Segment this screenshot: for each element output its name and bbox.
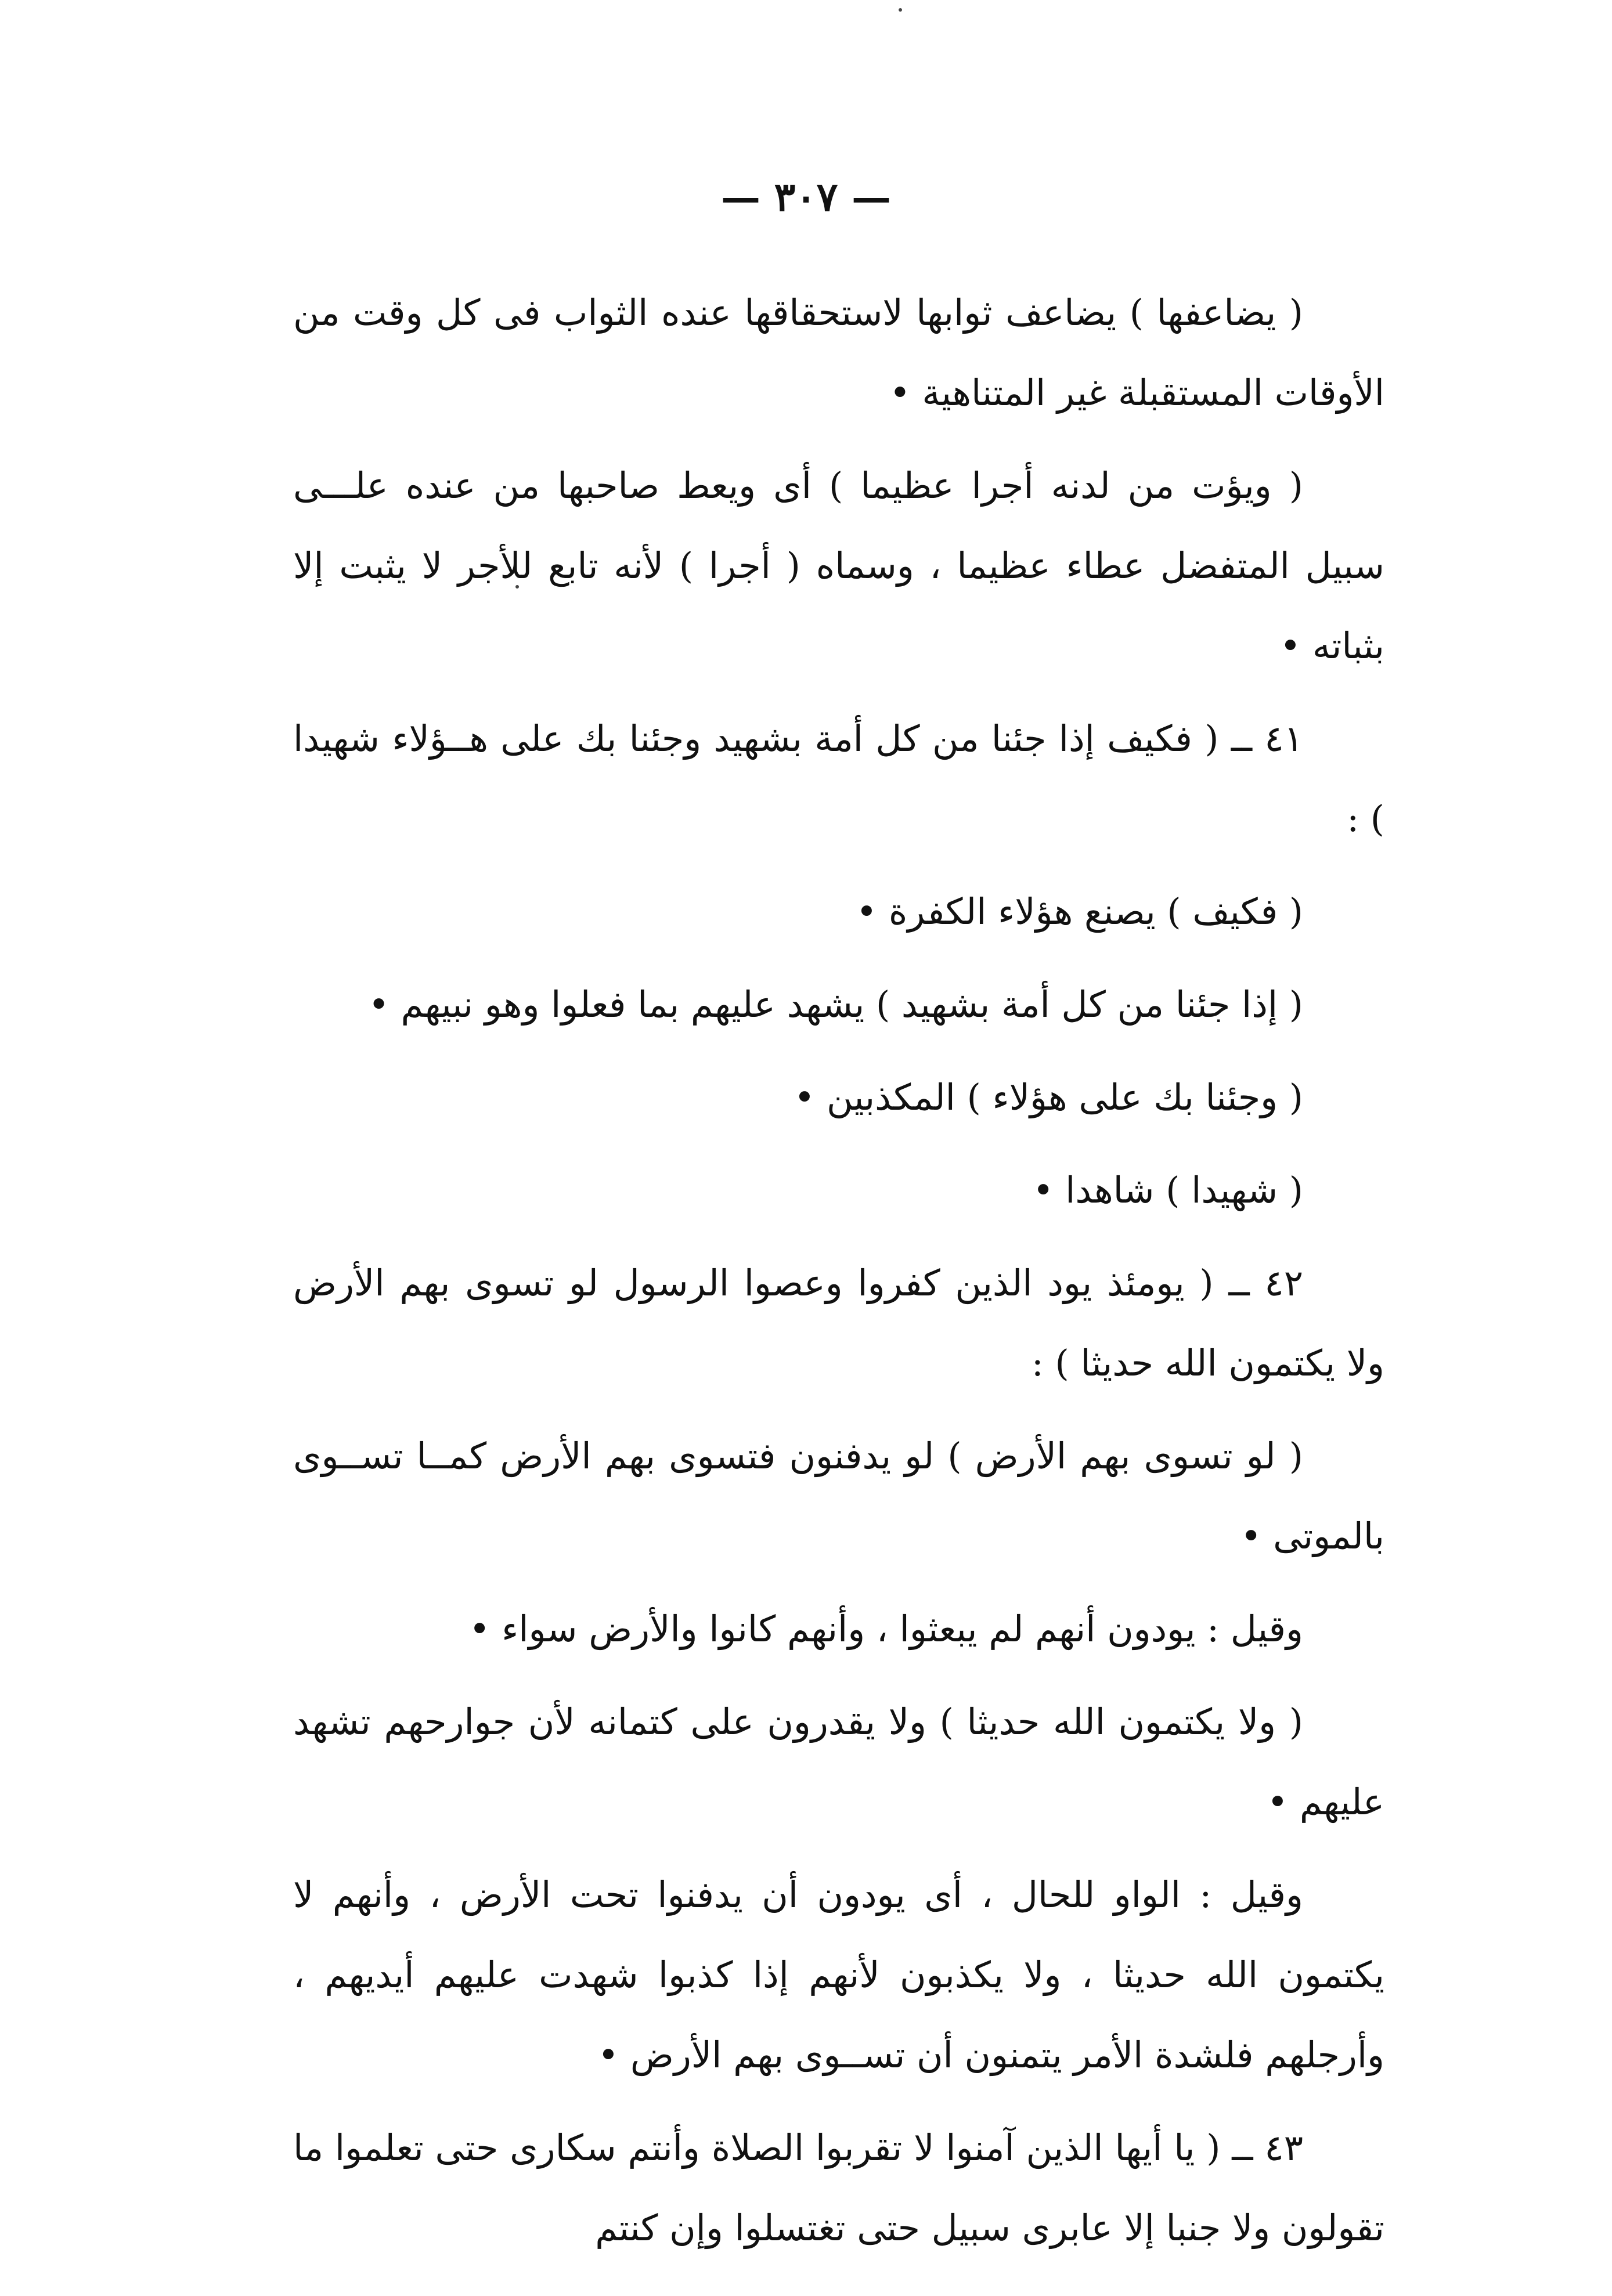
paragraph: ٤٣ ــ ( يا أيها الذين آمنوا لا تقربوا الصلاة وأنتم سكارى حتى تعلموا ما تقولون ولا جنبا إلا عابرى سبيل حتى تغتسلوا وإن كنتم [293, 2127, 1384, 2249]
paragraph: ( وجئنا بك على هؤلاء ) المكذبين • [794, 1076, 1303, 1118]
paragraph: ( يضاعفها ) يضاعف ثوابها لاستحقاقها عنده الثواب فى كل وقت من الأوقات المستقبلة غير المتناهية • [293, 291, 1384, 414]
paragraph: وقيل : يودون أنهم لم يبعثوا ، وأنهم كانوا والأرض سواء • [468, 1608, 1303, 1650]
paragraph: ( لو تسوى بهم الأرض ) لو يدفنون فتسوى بهم الأرض كمــا تســوى بالموتى • [293, 1435, 1384, 1557]
page-number: — ٣٠٧ — [721, 174, 891, 221]
paragraph: ( ولا يكتمون الله حديثا ) ولا يقدرون على كتمانه لأن جوارحهم تشهد عليهم • [293, 1701, 1384, 1823]
paragraph: وقيل : الواو للحال ، أى يودون أن يدفنوا تحت الأرض ، وأنهم لا يكتمون الله حديثا ، ولا يكذبون لأنهم إذا كذبوا شهدت عليهم أيديهم ، وأرجلهم فلشدة الأمر يتمنون أن تســوى بهم الأرض • [293, 1873, 1384, 2076]
paragraph: ( شهيدا ) شاهدا • [1032, 1169, 1303, 1211]
body-text [293, 273, 1384, 2281]
paragraph: ( ويؤت من لدنه أجرا عظيما ) أى ويعط صاحبها من عنده علـــى سبيل المتفضل عطاء عظيما ، وسماه ( أجرا ) لأنه تابع للأجر لا يثبت إلا بثباته • [293, 464, 1384, 667]
paragraph: ( إذا جئنا من كل أمة بشهيد ) يشهد عليهم بما فعلوا وهو نبيهم • [368, 983, 1303, 1026]
paragraph: ٤٢ ــ ( يومئذ يود الذين كفروا وعصوا الرسول لو تسوى بهم الأرض ولا يكتمون الله حديثا ) : [293, 1262, 1384, 1384]
paragraph: ٤١ ــ ( فكيف إذا جئنا من كل أمة بشهيد وجئنا بك على هــؤلاء شهيدا ) : [293, 717, 1384, 840]
scan-speck [899, 8, 902, 12]
paragraph: ( فكيف ) يصنع هؤلاء الكفرة • [856, 890, 1303, 933]
